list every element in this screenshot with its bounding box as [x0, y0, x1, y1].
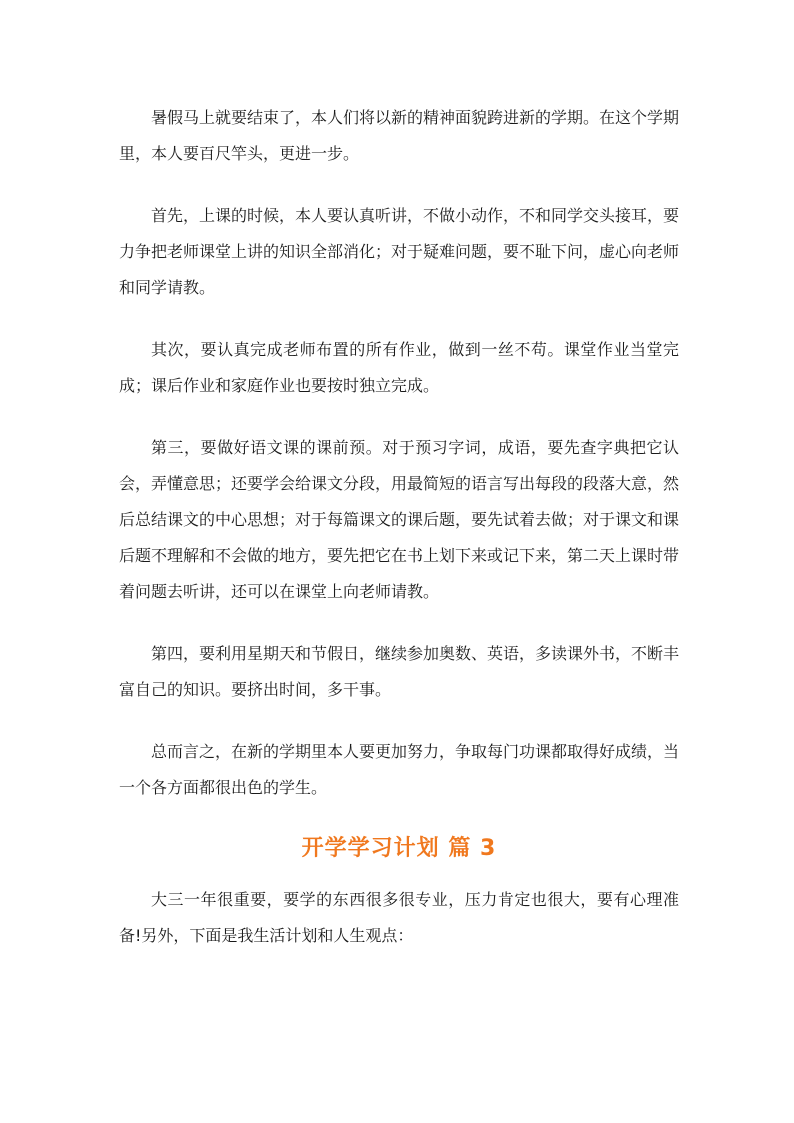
paragraph-third: 第三，要做好语文课的课前预。对于预习字词，成语，要先查字典把它认会，弄懂意思；还要学会给课文分段，用最简短的语言写出每段的段落大意，然后总结课文的中心思想；对于每篇课文的课后题，要先试着去做；对于课文和课后题不理解和不会做的地方，要先把它在书上划下来或记下来，第二天上课时带着问题去听讲，还可以在课堂上向老师请教。: [119, 438, 680, 601]
document-page: [119, 100, 679, 980]
paragraph-conclusion: 总而言之，在新的学期里本人要更加努力，争取每门功课都取得好成绩，当一个各方面都很出色的学生。: [119, 742, 680, 797]
paragraph-second: 其次，要认真完成老师布置的所有作业，做到一丝不苟。课堂作业当堂完成；课后作业和家庭作业也要按时独立完成。: [119, 340, 679, 395]
paragraph-intro: 暑假马上就要结束了，本人们将以新的精神面貌跨进新的学期。在这个学期里，本人要百尺竿头，更进一步。: [119, 108, 680, 163]
paragraph-first: 首先，上课的时候，本人要认真听讲，不做小动作，不和同学交头接耳，要力争把老师课堂上讲的知识全部消化；对于疑难问题，要不耻下问，虚心向老师和同学请教。: [119, 206, 680, 297]
section-paragraph: 大三一年很重要，要学的东西很多很专业，压力肯定也很大，要有心理准备!另外，下面是我生活计划和人生观点：: [119, 890, 679, 945]
paragraph-fourth: 第四，要利用星期天和节假日，继续参加奥数、英语，多读课外书，不断丰富自己的知识。要挤出时间，多干事。: [119, 644, 680, 699]
section-heading: 开学学习计划 篇 3: [301, 836, 497, 861]
